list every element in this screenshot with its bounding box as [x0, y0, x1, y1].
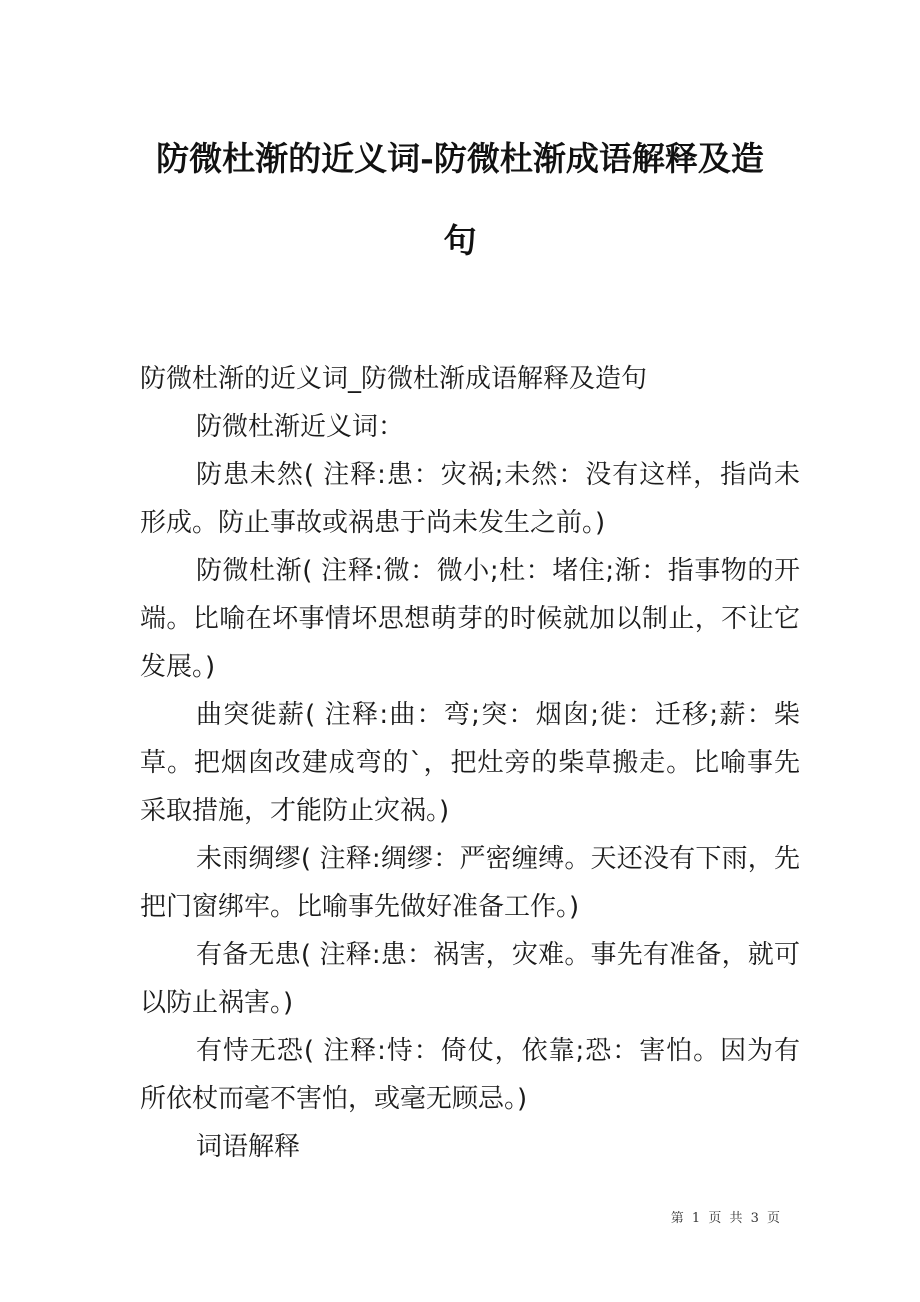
page-number-footer: 第 1 页 共 3 页 [670, 1211, 782, 1226]
document-body [140, 355, 800, 1171]
paragraph-qutuxixin: 曲突徙薪( 注释:曲：弯;突：烟囱;徙：迁移;薪：柴草。把烟囱改建成弯的`，把灶旁的柴草搬走。比喻事先采取措施，才能防止灾祸。) [140, 700, 800, 826]
paragraph-youshiwukong: 有恃无恐( 注释:恃：倚仗，依靠;恐：害怕。因为有所依杖而毫不害怕，或毫无顾忌。) [140, 1036, 800, 1114]
paragraph-heading: 防微杜渐的近义词_防微杜渐成语解释及造句 [140, 364, 648, 394]
paragraph-fangweidujian: 防微杜渐( 注释:微：微小;杜：堵住;渐：指事物的开端。比喻在坏事情坏思想萌芽的时候就加以制止，不让它发展。) [140, 556, 800, 682]
paragraph-fanghuanweiran: 防患未然( 注释:患：灾祸;未然：没有这样，指尚未形成。防止事故或祸患于尚未发生之前。) [140, 460, 800, 538]
paragraph-synonyms-label: 防微杜渐近义词： [196, 412, 405, 442]
paragraph-weiyuchoumou: 未雨绸缪( 注释:绸缪：严密缠缚。天还没有下雨，先把门窗绑牢。比喻事先做好准备工作。) [140, 844, 800, 922]
paragraph-youbeiwuhuan: 有备无患( 注释:患：祸害，灾难。事先有准备，就可以防止祸害。) [140, 940, 800, 1018]
document-title: 防微杜渐的近义词-防微杜渐成语解释及造句 [156, 139, 764, 260]
paragraph-ciyujieshi: 词语解释 [196, 1132, 301, 1162]
